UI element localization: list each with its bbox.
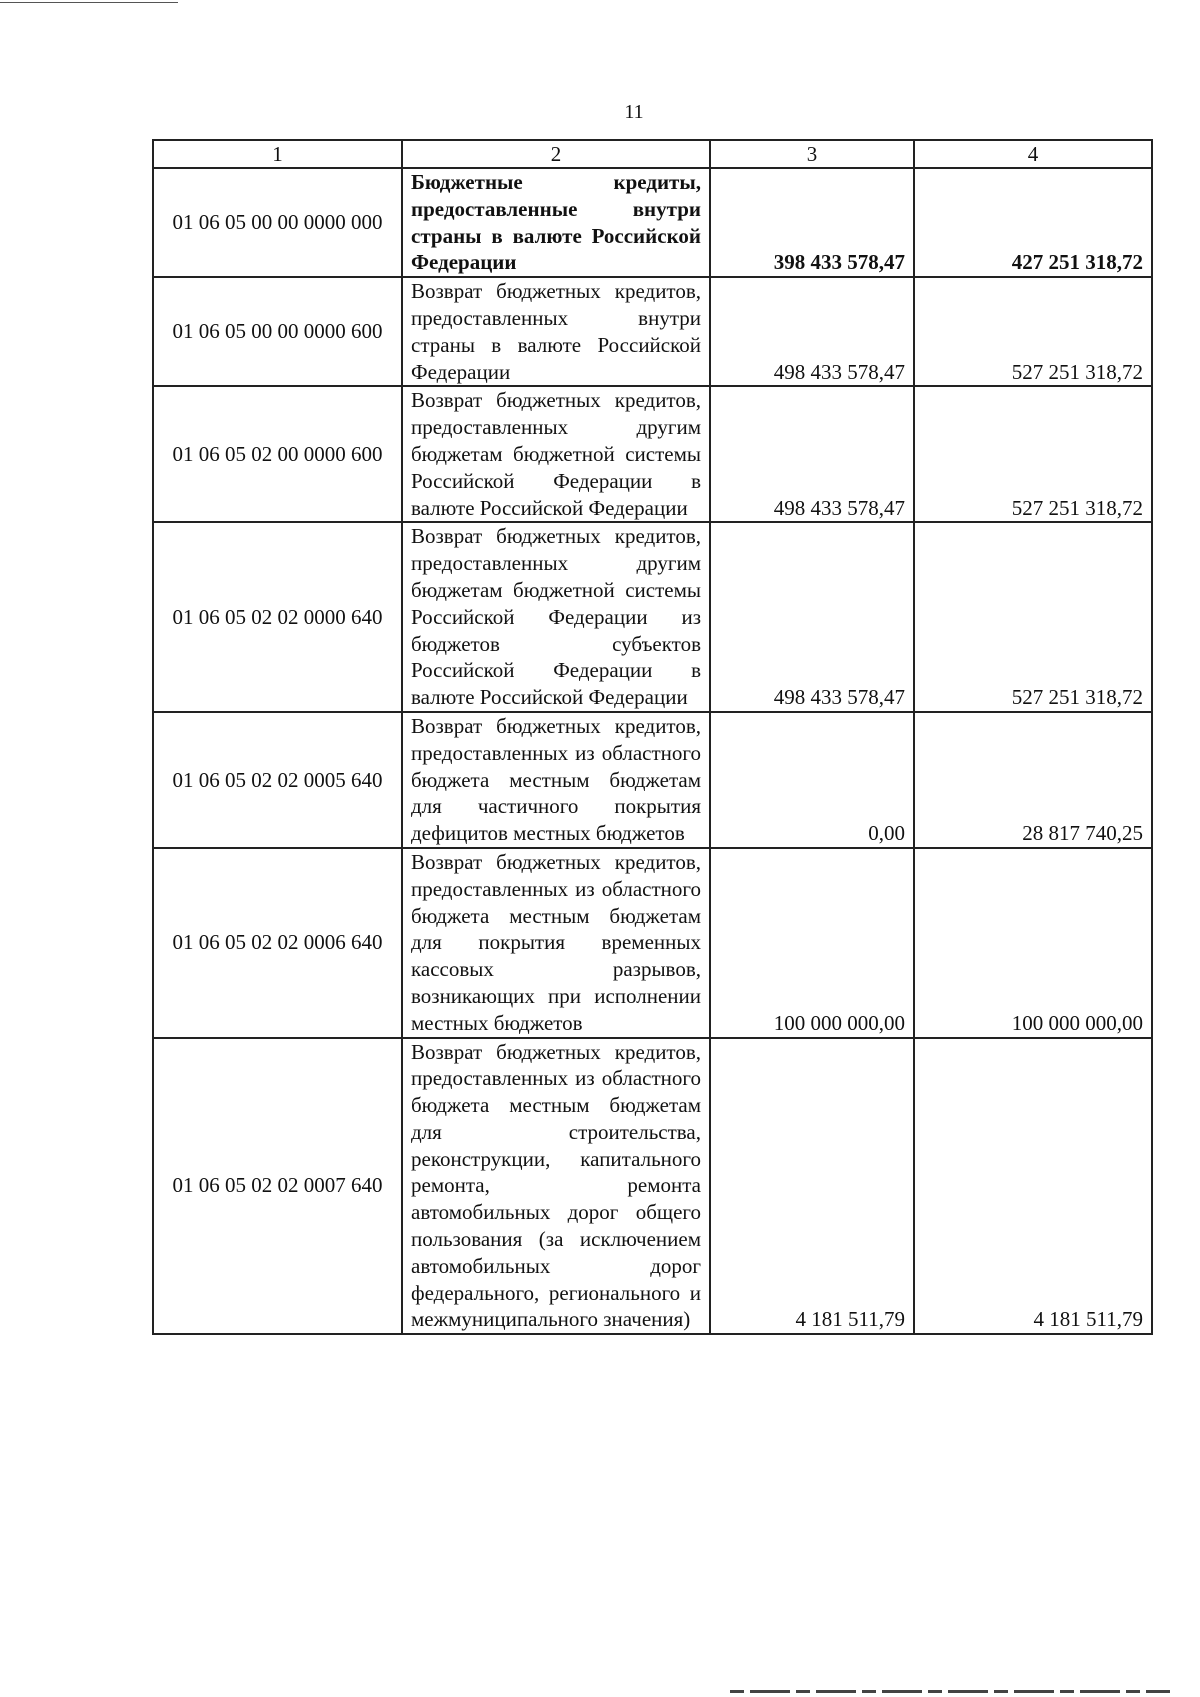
value-col4-cell: 527 251 318,72	[914, 522, 1152, 712]
value-col3-cell: 100 000 000,00	[710, 848, 914, 1038]
value-col4-cell: 100 000 000,00	[914, 848, 1152, 1038]
table-row	[153, 522, 1152, 712]
value-col3-cell: 398 433 578,47	[710, 168, 914, 277]
value-col4-cell: 527 251 318,72	[914, 277, 1152, 386]
value-col3-cell: 4 181 511,79	[710, 1038, 914, 1335]
code-cell: 01 06 05 00 00 0000 000	[153, 168, 402, 277]
value-col4-cell: 427 251 318,72	[914, 168, 1152, 277]
table-row	[153, 1038, 1152, 1335]
header-cell-4: 4	[914, 140, 1152, 168]
value-col3-cell: 498 433 578,47	[710, 277, 914, 386]
header-cell-2: 2	[402, 140, 710, 168]
value-col4-cell: 4 181 511,79	[914, 1038, 1152, 1335]
name-cell: Возврат бюджетных кредитов, предоставленных из областного бюджета местным бюджетам для покрытия временных кассовых разрывов, возникающих при исполнении местных бюджетов	[402, 848, 710, 1038]
name-cell: Возврат бюджетных кредитов, предоставленных другим бюджетам бюджетной системы Российской Федерации в валюте Российской Федерации	[402, 386, 710, 522]
table-row	[153, 848, 1152, 1038]
value-col3-cell: 498 433 578,47	[710, 522, 914, 712]
code-cell: 01 06 05 02 02 0000 640	[153, 522, 402, 712]
name-cell: Возврат бюджетных кредитов, предоставленных из областного бюджета местным бюджетам для строительства, реконструкции, капитального ремонта, ремонта автомобильных дорог общего пользования (за исключением автомобильных дорог федерального, регионального и межмуниципального значения)	[402, 1038, 710, 1335]
table-row	[153, 168, 1152, 277]
page-number: 11	[624, 101, 644, 123]
code-cell: 01 06 05 02 02 0005 640	[153, 712, 402, 848]
table-body	[153, 140, 1152, 1334]
value-col4-cell: 28 817 740,25	[914, 712, 1152, 848]
header-cell-1: 1	[153, 140, 402, 168]
table-header-row	[153, 140, 1152, 168]
code-cell: 01 06 05 02 02 0007 640	[153, 1038, 402, 1335]
value-col3-cell: 498 433 578,47	[710, 386, 914, 522]
name-cell: Возврат бюджетных кредитов, предоставленных другим бюджетам бюджетной системы Российской Федерации из бюджетов субъектов Российской Федерации в валюте Российской Федерации	[402, 522, 710, 712]
code-cell: 01 06 05 02 02 0006 640	[153, 848, 402, 1038]
code-cell: 01 06 05 02 00 0000 600	[153, 386, 402, 522]
header-cell-3: 3	[710, 140, 914, 168]
value-col4-cell: 527 251 318,72	[914, 386, 1152, 522]
code-cell: 01 06 05 00 00 0000 600	[153, 277, 402, 386]
name-cell: Возврат бюджетных кредитов, предоставленных из областного бюджета местным бюджетам для частичного покрытия дефицитов местных бюджетов	[402, 712, 710, 848]
value-col3-cell: 0,00	[710, 712, 914, 848]
table-row	[153, 277, 1152, 386]
table-row	[153, 386, 1152, 522]
name-cell: Бюджетные кредиты, предоставленные внутри страны в валюте Российской Федерации	[402, 168, 710, 277]
budget-table	[152, 139, 1153, 1335]
scan-bottom-dashes	[730, 1690, 1170, 1693]
name-cell: Возврат бюджетных кредитов, предоставленных внутри страны в валюте Российской Федерации	[402, 277, 710, 386]
scan-edge-line	[0, 2, 178, 3]
table-row	[153, 712, 1152, 848]
